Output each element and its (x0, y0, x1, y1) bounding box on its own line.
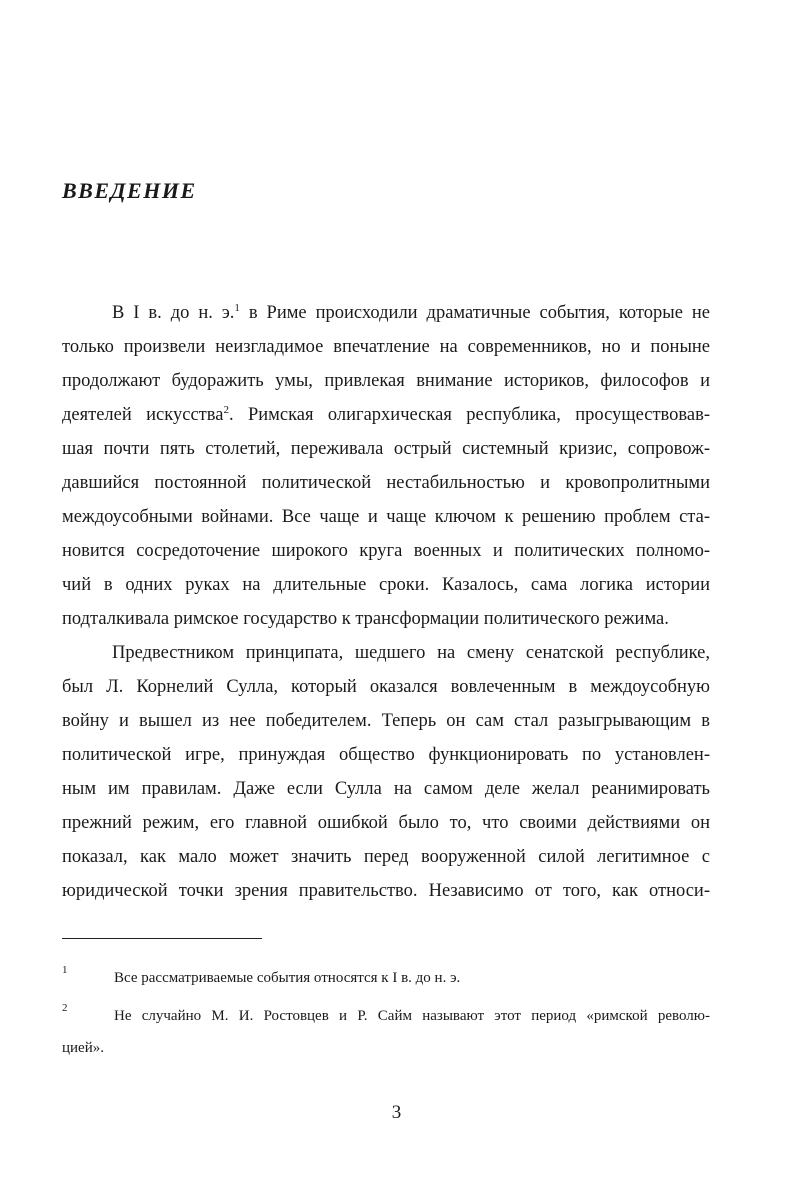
paragraph-line: прежний режим, его главной ошибкой было то, что своими действиями он (62, 813, 710, 833)
paragraph-line: шая почти пять столетий, переживала острый системный кризис, сопровож- (62, 439, 710, 459)
footnote-separator (62, 938, 262, 939)
footnote-text: Не случайно М. И. Ростовцев и Р. Сайм называют этот период «римской револю- (114, 1008, 710, 1024)
paragraph-line: чий в одних руках на длительные сроки. Казалось, сама логика истории (62, 575, 710, 595)
footnote-ref[interactable]: 2 (223, 404, 229, 416)
paragraph-2 (62, 636, 710, 908)
footnote-2 (62, 1000, 710, 1064)
footnote-number: 2 (62, 1002, 68, 1014)
paragraph-line: юридической точки зрения правительство. Независимо от того, как относи- (62, 881, 710, 901)
paragraph-line: только произвели неизгладимое впечатление на современников, но и поныне (62, 337, 710, 357)
paragraph-line: подталкивала римское государство к трансформации политического режима. (62, 609, 669, 629)
paragraph-line: новится сосредоточение широкого круга военных и политических полномо- (62, 541, 710, 561)
page-heading: ВВЕДЕНИЕ (62, 178, 197, 203)
paragraph-line: ным им правилам. Даже если Сулла на самом деле желал реанимировать (62, 779, 710, 799)
paragraph-line: Предвестником принципата, шедшего на смену сенатской республике, (112, 643, 710, 663)
paragraph-line: был Л. Корнелий Сулла, который оказался вовлеченным в междоусобную (62, 677, 710, 697)
footnote-1 (62, 962, 710, 994)
paragraph-line: деятелей искусства$^2$. Римская олигархическая республика, просуществовав- (62, 404, 710, 425)
footnote-text: цией». (62, 1040, 104, 1056)
paragraph-line: войну и вышел из нее победителем. Теперь он сам стал разыгрывающим в (62, 711, 710, 731)
paragraph-1 (62, 296, 710, 636)
footnote-number: 1 (62, 964, 68, 976)
footnote-text: Все рассматриваемые события относятся к I в. до н. э. (114, 970, 461, 986)
footnote-ref[interactable]: 1 (234, 302, 240, 314)
paragraph-line: продолжают будоражить умы, привлекая внимание историков, философов и (62, 371, 710, 391)
paragraph-line: междоусобными войнами. Все чаще и чаще ключом к решению проблем ста- (62, 507, 710, 527)
paragraph-line: показал, как мало может значить перед вооруженной силой легитимное с (62, 847, 710, 867)
paragraph-line: В I в. до н. э.$^1$ в Риме происходили драматичные события, которые не (112, 302, 710, 323)
paragraph-line: давшийся постоянной политической нестабильностью и кровопролитными (62, 473, 710, 493)
paragraph-line: политической игре, принуждая общество функционировать по установлен- (62, 745, 710, 765)
page-number: 3 (391, 1102, 402, 1123)
